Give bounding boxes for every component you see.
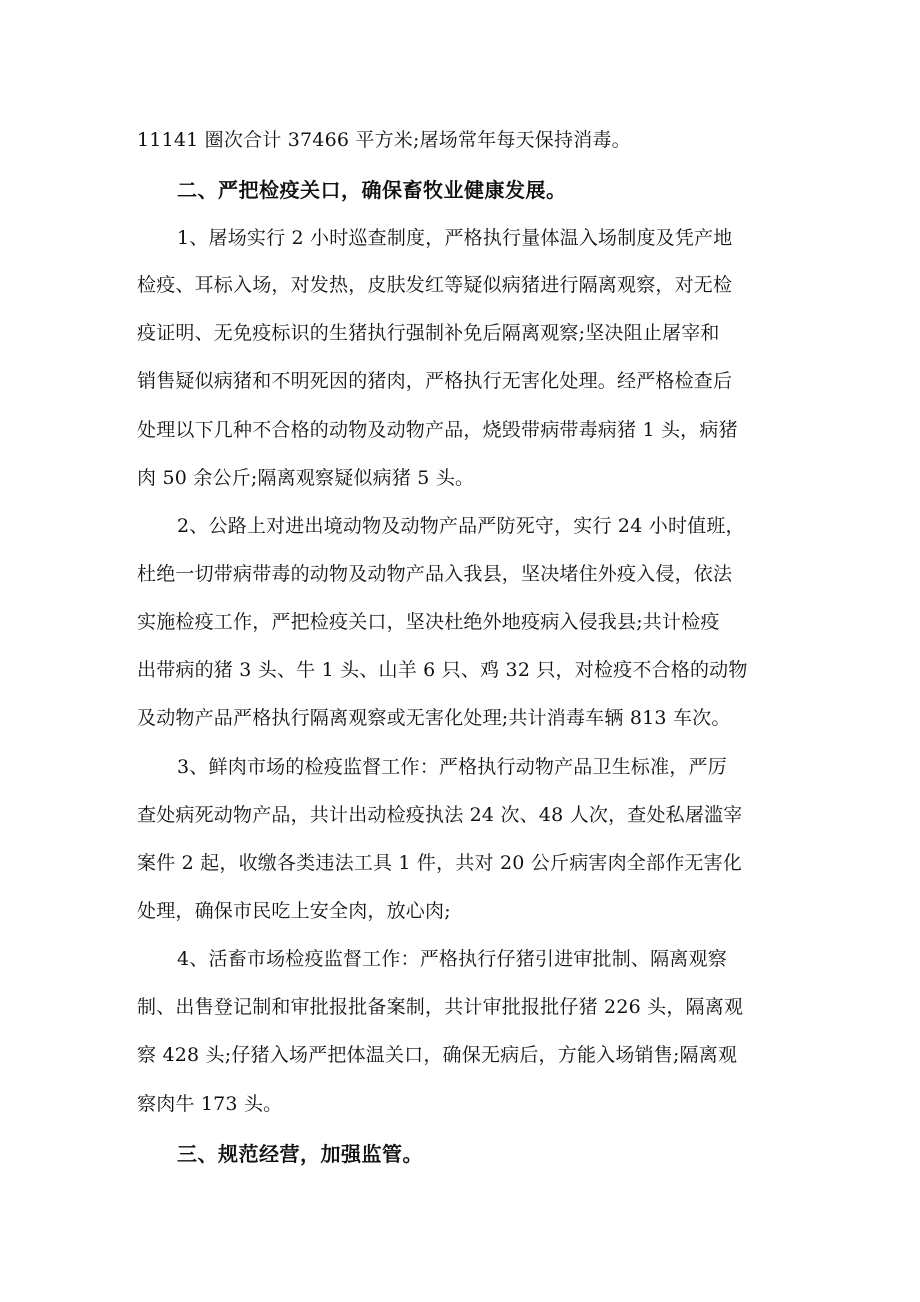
- paragraph-line: 实施检疫工作，严把检疫关口，坚决杜绝外地疫病入侵我县;共计检疫: [137, 611, 720, 633]
- section-heading: 二、严把检疫关口，确保畜牧业健康发展。: [177, 178, 567, 202]
- paragraph-line: 3、鲜肉市场的检疫监督工作：严格执行动物产品卫生标准，严厉: [177, 756, 727, 778]
- paragraph-line: 察 428 头;仔猪入场严把体温关口，确保无病后，方能入场销售;隔离观: [137, 1044, 738, 1066]
- paragraph-line: 察肉牛 173 头。: [137, 1093, 283, 1115]
- paragraph-line: 疫证明、无免疫标识的生猪执行强制补免后隔离观察;坚决阻止屠宰和: [137, 322, 720, 344]
- paragraph-line: 2、公路上对进出境动物及动物产品严防死守，实行 24 小时值班，: [177, 515, 745, 537]
- paragraph-line: 及动物产品严格执行隔离观察或无害化处理;共计消毒车辆 813 车次。: [137, 707, 731, 729]
- paragraph-line: 出带病的猪 3 头、牛 1 头、山羊 6 只、鸡 32 只，对检疫不合格的动物: [137, 659, 748, 681]
- paragraph-line: 检疫、耳标入场，对发热，皮肤发红等疑似病猪进行隔离观察，对无检: [137, 274, 733, 296]
- paragraph-line: 查处病死动物产品，共计出动检疫执法 24 次、48 人次，查处私屠滥宰: [137, 804, 743, 826]
- paragraph-line: 处理，确保市民吃上安全肉，放心肉;: [137, 900, 451, 922]
- paragraph-line: 肉 50 余公斤;隔离观察疑似病猪 5 头。: [137, 467, 475, 489]
- paragraph-line: 11141 圈次合计 37466 平方米;屠场常年每天保持消毒。: [137, 129, 631, 151]
- paragraph-line: 案件 2 起，收缴各类违法工具 1 件，共对 20 公斤病害肉全部作无害化: [137, 852, 742, 874]
- paragraph-line: 制、出售登记制和审批报批备案制，共计审批报批仔猪 226 头，隔离观: [137, 996, 744, 1018]
- section-heading: 三、规范经营，加强监管。: [177, 1142, 423, 1166]
- paragraph-line: 处理以下几种不合格的动物及动物产品，烧毁带病带毒病猪 1 头，病猪: [137, 419, 738, 441]
- paragraph-line: 杜绝一切带病带毒的动物及动物产品入我县，坚决堵住外疫入侵，依法: [137, 563, 733, 585]
- paragraph-line: 4、活畜市场检疫监督工作：严格执行仔猪引进审批制、隔离观察: [177, 948, 727, 970]
- paragraph-line: 1、屠场实行 2 小时巡查制度，严格执行量体温入场制度及凭产地: [177, 227, 733, 249]
- paragraph-line: 销售疑似病猪和不明死因的猪肉，严格执行无害化处理。经严格检查后: [137, 370, 733, 392]
